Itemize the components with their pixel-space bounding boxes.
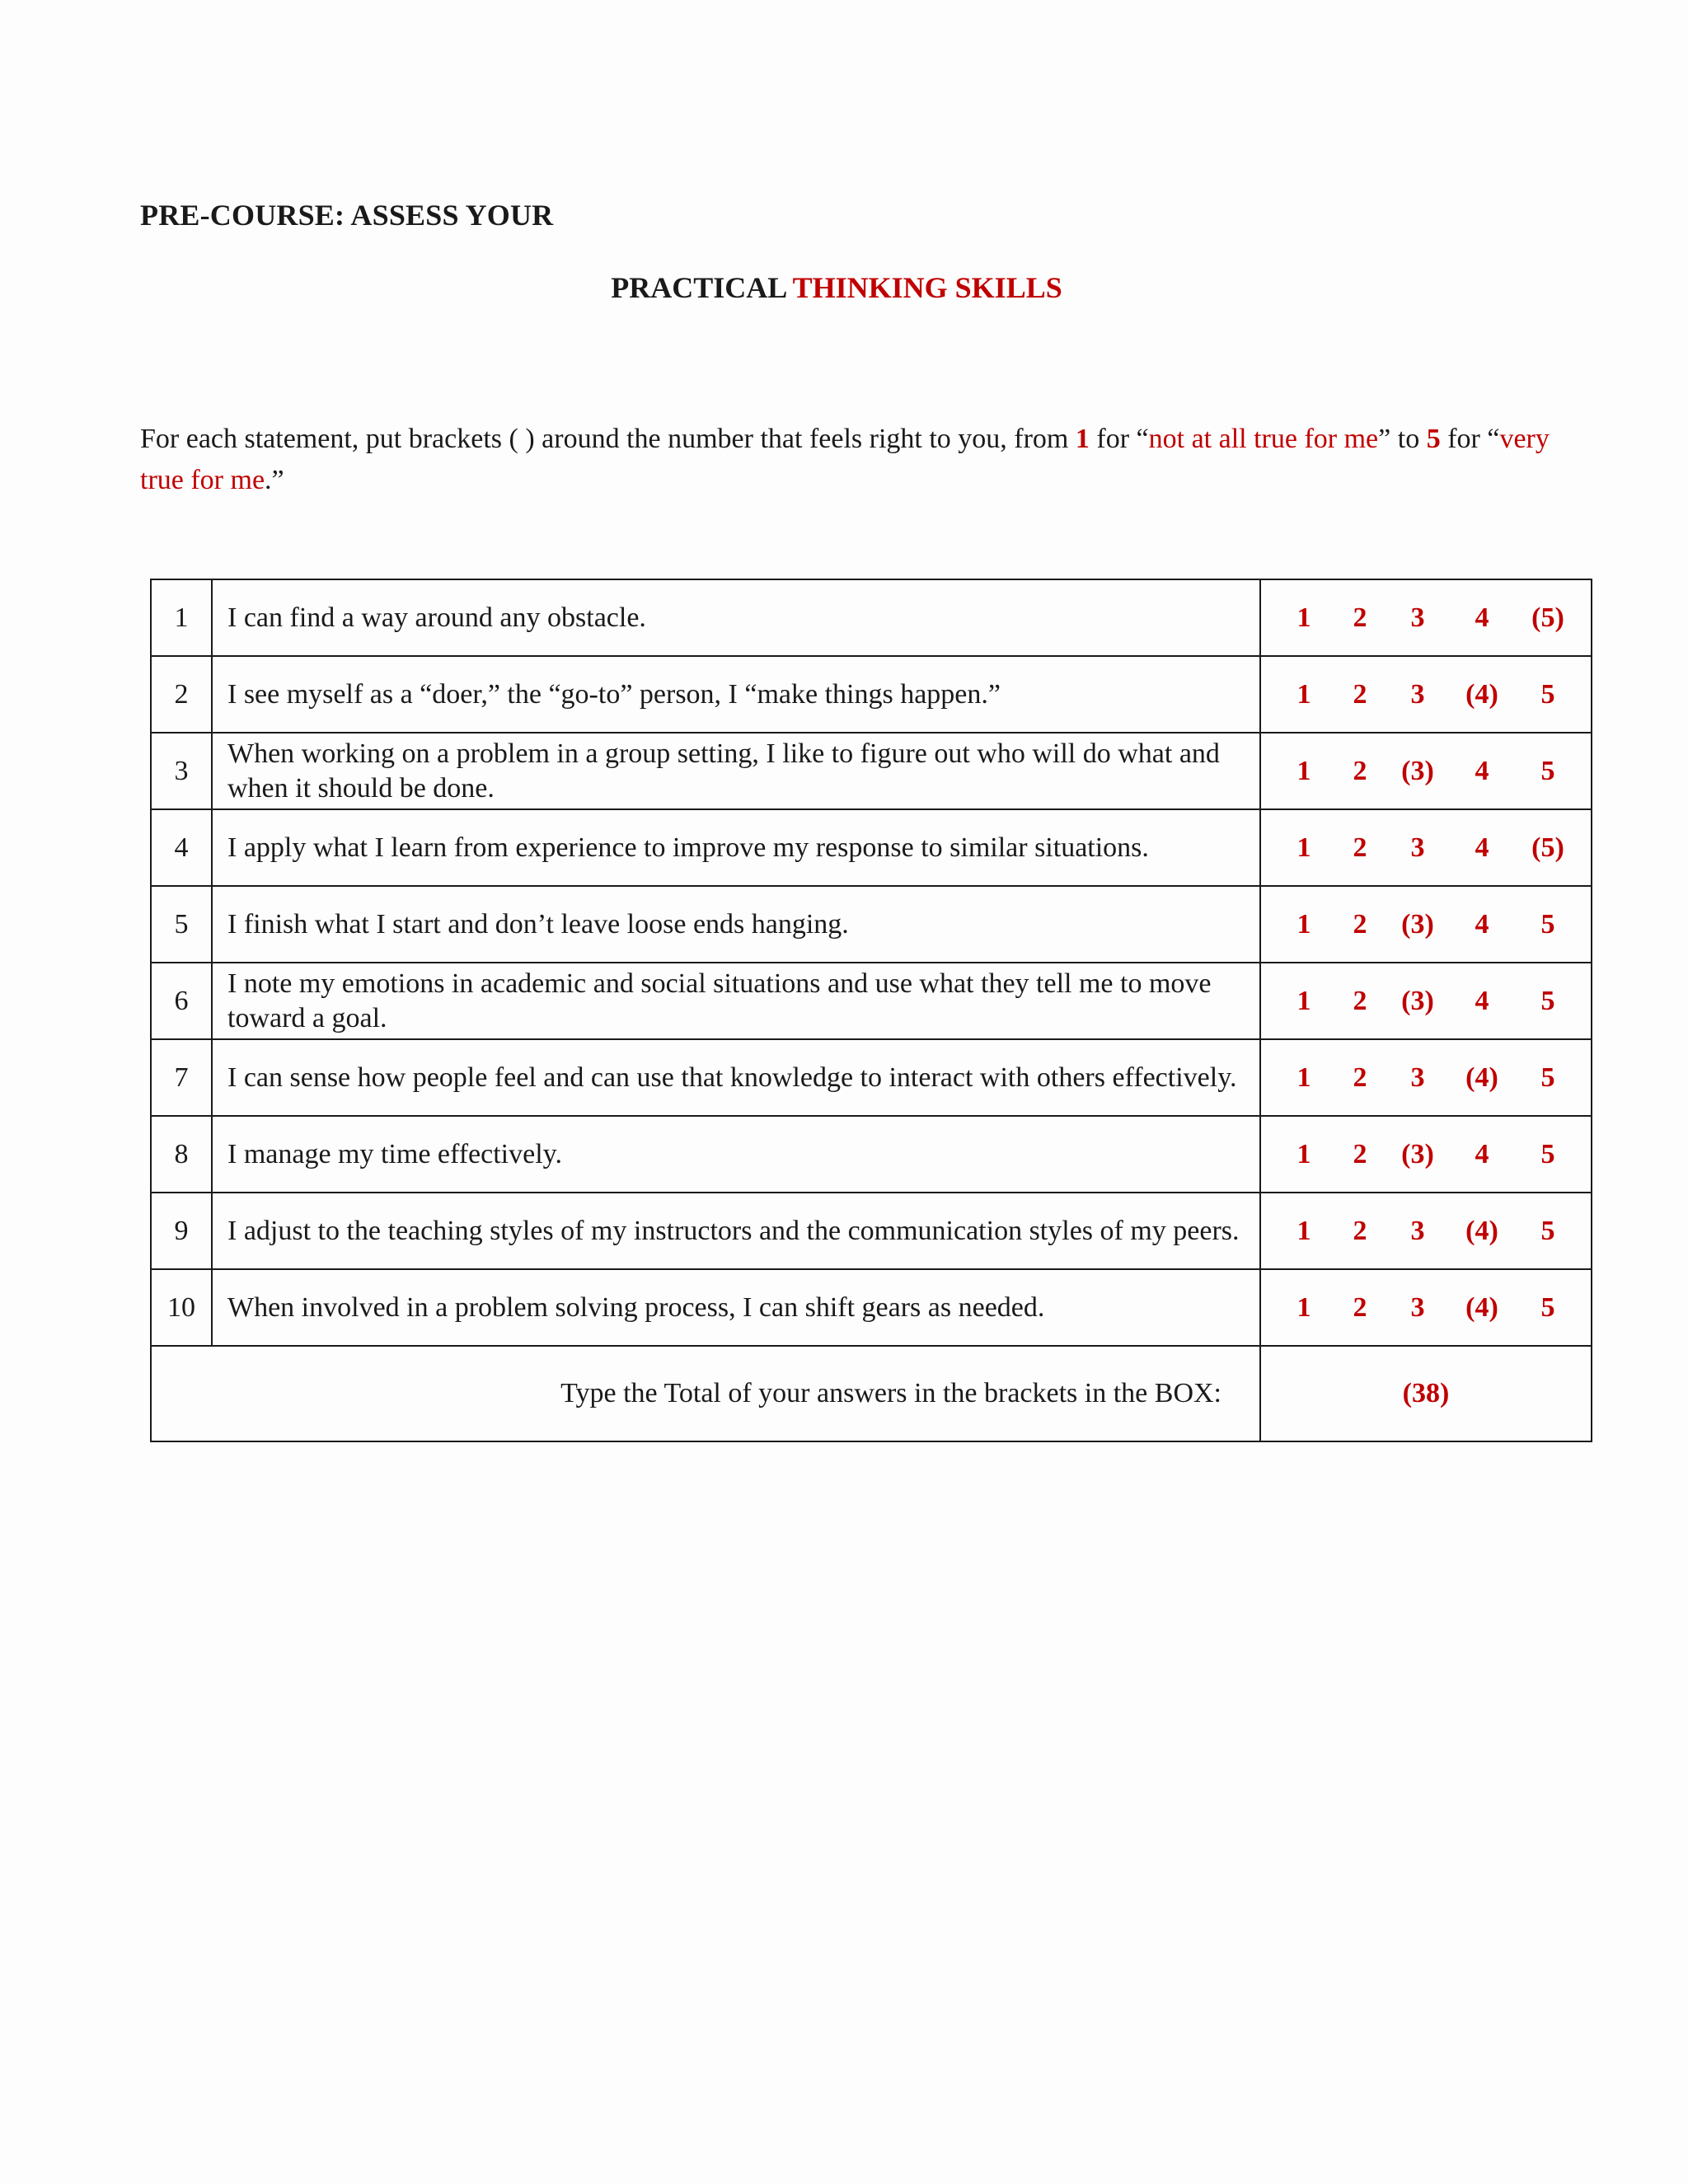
rating-option[interactable]: 1 [1296,755,1311,786]
rating-option[interactable]: 3 [1410,1062,1425,1093]
rating-option[interactable]: 2 [1353,678,1367,710]
instructions-text-3: ” to [1378,424,1427,454]
rating-scale [1260,1116,1592,1193]
rating-option[interactable]: 3 [1410,678,1425,710]
rating-option[interactable]: (5) [1531,602,1564,633]
statement-number: 3 [151,733,212,809]
rating-option[interactable]: 4 [1475,832,1489,863]
statement-number: 1 [151,579,212,656]
rating-option[interactable]: 2 [1353,832,1367,863]
statement-text: I finish what I start and don’t leave loose ends hanging. [212,886,1260,963]
rating-option[interactable]: 2 [1353,755,1367,786]
instructions-low-label: not at all true for me [1148,424,1379,454]
instructions-high-label: very true for me [140,424,1550,495]
rating-option[interactable]: (4) [1465,1291,1498,1323]
rating-option[interactable]: 4 [1475,755,1489,786]
rating-scale [1260,1039,1592,1116]
rating-option[interactable]: 3 [1410,602,1425,633]
rating-option[interactable]: 1 [1296,908,1311,940]
statement-text: I can sense how people feel and can use that knowledge to interact with others effectively. [212,1039,1260,1116]
rating-option[interactable]: 3 [1410,1215,1425,1246]
rating-option[interactable]: 3 [1410,1291,1425,1323]
instructions-low-num: 1 [1075,424,1090,454]
rating-option[interactable]: 2 [1353,1291,1367,1323]
rating-option[interactable]: (3) [1401,908,1434,940]
instructions-text-5: .” [265,465,284,495]
table-row [151,809,1592,886]
instructions-text-4: for “ [1440,424,1500,454]
rating-scale [1260,963,1592,1039]
table-row [151,886,1592,963]
statement-number: 9 [151,1193,212,1269]
rating-option[interactable]: 1 [1296,678,1311,710]
rating-option[interactable]: 5 [1540,1215,1555,1246]
rating-option[interactable]: 2 [1353,1215,1367,1246]
rating-scale [1260,809,1592,886]
rating-option[interactable]: 2 [1353,602,1367,633]
statement-number: 8 [151,1116,212,1193]
statement-number: 4 [151,809,212,886]
title-line-2-black: PRACTICAL [611,271,786,304]
assessment-table [150,579,1592,1442]
table-row [151,656,1592,733]
table-row [151,963,1592,1039]
total-box[interactable]: (38) [1260,1346,1592,1441]
total-row [151,1346,1592,1441]
instructions-high-num: 5 [1426,424,1441,454]
table-row [151,1116,1592,1193]
rating-option[interactable]: 1 [1296,832,1311,863]
table-row [151,733,1592,809]
rating-option[interactable]: 5 [1540,755,1555,786]
rating-option[interactable]: 2 [1353,908,1367,940]
rating-option[interactable]: (4) [1465,1215,1498,1246]
statement-text: When working on a problem in a group setting, I like to figure out who will do what and when it should be done. [212,733,1260,809]
statement-number: 2 [151,656,212,733]
table-row [151,1269,1592,1346]
rating-scale [1260,1193,1592,1269]
rating-option[interactable]: 5 [1540,1138,1555,1169]
statement-text: I can find a way around any obstacle. [212,579,1260,656]
rating-option[interactable]: 1 [1296,985,1311,1016]
rating-option[interactable]: 4 [1475,1138,1489,1169]
instructions [140,419,1591,501]
statement-text: When involved in a problem solving process, I can shift gears as needed. [212,1269,1260,1346]
rating-option[interactable]: 1 [1296,1062,1311,1093]
rating-option[interactable]: 2 [1353,985,1367,1016]
instructions-text-1: For each statement, put brackets ( ) around the number that feels right to you, from [140,424,1076,454]
rating-option[interactable]: (3) [1401,755,1434,786]
rating-option[interactable]: (3) [1401,985,1434,1016]
rating-scale [1260,656,1592,733]
statement-text: I apply what I learn from experience to improve my response to similar situations. [212,809,1260,886]
rating-scale [1260,733,1592,809]
rating-option[interactable]: 5 [1540,1291,1555,1323]
rating-scale [1260,1269,1592,1346]
rating-option[interactable]: (4) [1465,678,1498,710]
rating-scale [1260,886,1592,963]
rating-scale [1260,579,1592,656]
rating-option[interactable]: 2 [1353,1138,1367,1169]
table-row [151,579,1592,656]
rating-option[interactable]: 4 [1475,602,1489,633]
assessment-table-body [151,579,1592,1346]
rating-option[interactable]: (5) [1531,832,1564,863]
rating-option[interactable]: 4 [1475,908,1489,940]
statement-text: I adjust to the teaching styles of my instructors and the communication styles of my peers. [212,1193,1260,1269]
rating-option[interactable]: (3) [1401,1138,1434,1169]
statement-number: 6 [151,963,212,1039]
statement-number: 10 [151,1269,212,1346]
total-label: Type the Total of your answers in the brackets in the BOX: [151,1346,1260,1441]
rating-option[interactable]: 1 [1296,1215,1311,1246]
instructions-text-2: for “ [1089,424,1149,454]
table-row [151,1039,1592,1116]
rating-option[interactable]: 5 [1540,985,1555,1016]
title-line-2-red: THINKING SKILLS [792,271,1062,304]
statement-text: I note my emotions in academic and social situations and use what they tell me to move toward a goal. [212,963,1260,1039]
table-row [151,1193,1592,1269]
title-line-1: PRE-COURSE: ASSESS YOUR [140,199,554,232]
rating-option[interactable]: (4) [1465,1062,1498,1093]
rating-option[interactable]: 5 [1540,1062,1555,1093]
title-line-2 [0,270,1673,305]
rating-option[interactable]: 1 [1296,602,1311,633]
rating-option[interactable]: 2 [1353,1062,1367,1093]
rating-option[interactable]: 4 [1475,985,1489,1016]
rating-option[interactable]: 1 [1296,1291,1311,1323]
statement-number: 5 [151,886,212,963]
statement-number: 7 [151,1039,212,1116]
statement-text: I see myself as a “doer,” the “go-to” person, I “make things happen.” [212,656,1260,733]
rating-option[interactable]: 5 [1540,908,1555,940]
rating-option[interactable]: 1 [1296,1138,1311,1169]
statement-text: I manage my time effectively. [212,1116,1260,1193]
rating-option[interactable]: 3 [1410,832,1425,863]
rating-option[interactable]: 5 [1540,678,1555,710]
